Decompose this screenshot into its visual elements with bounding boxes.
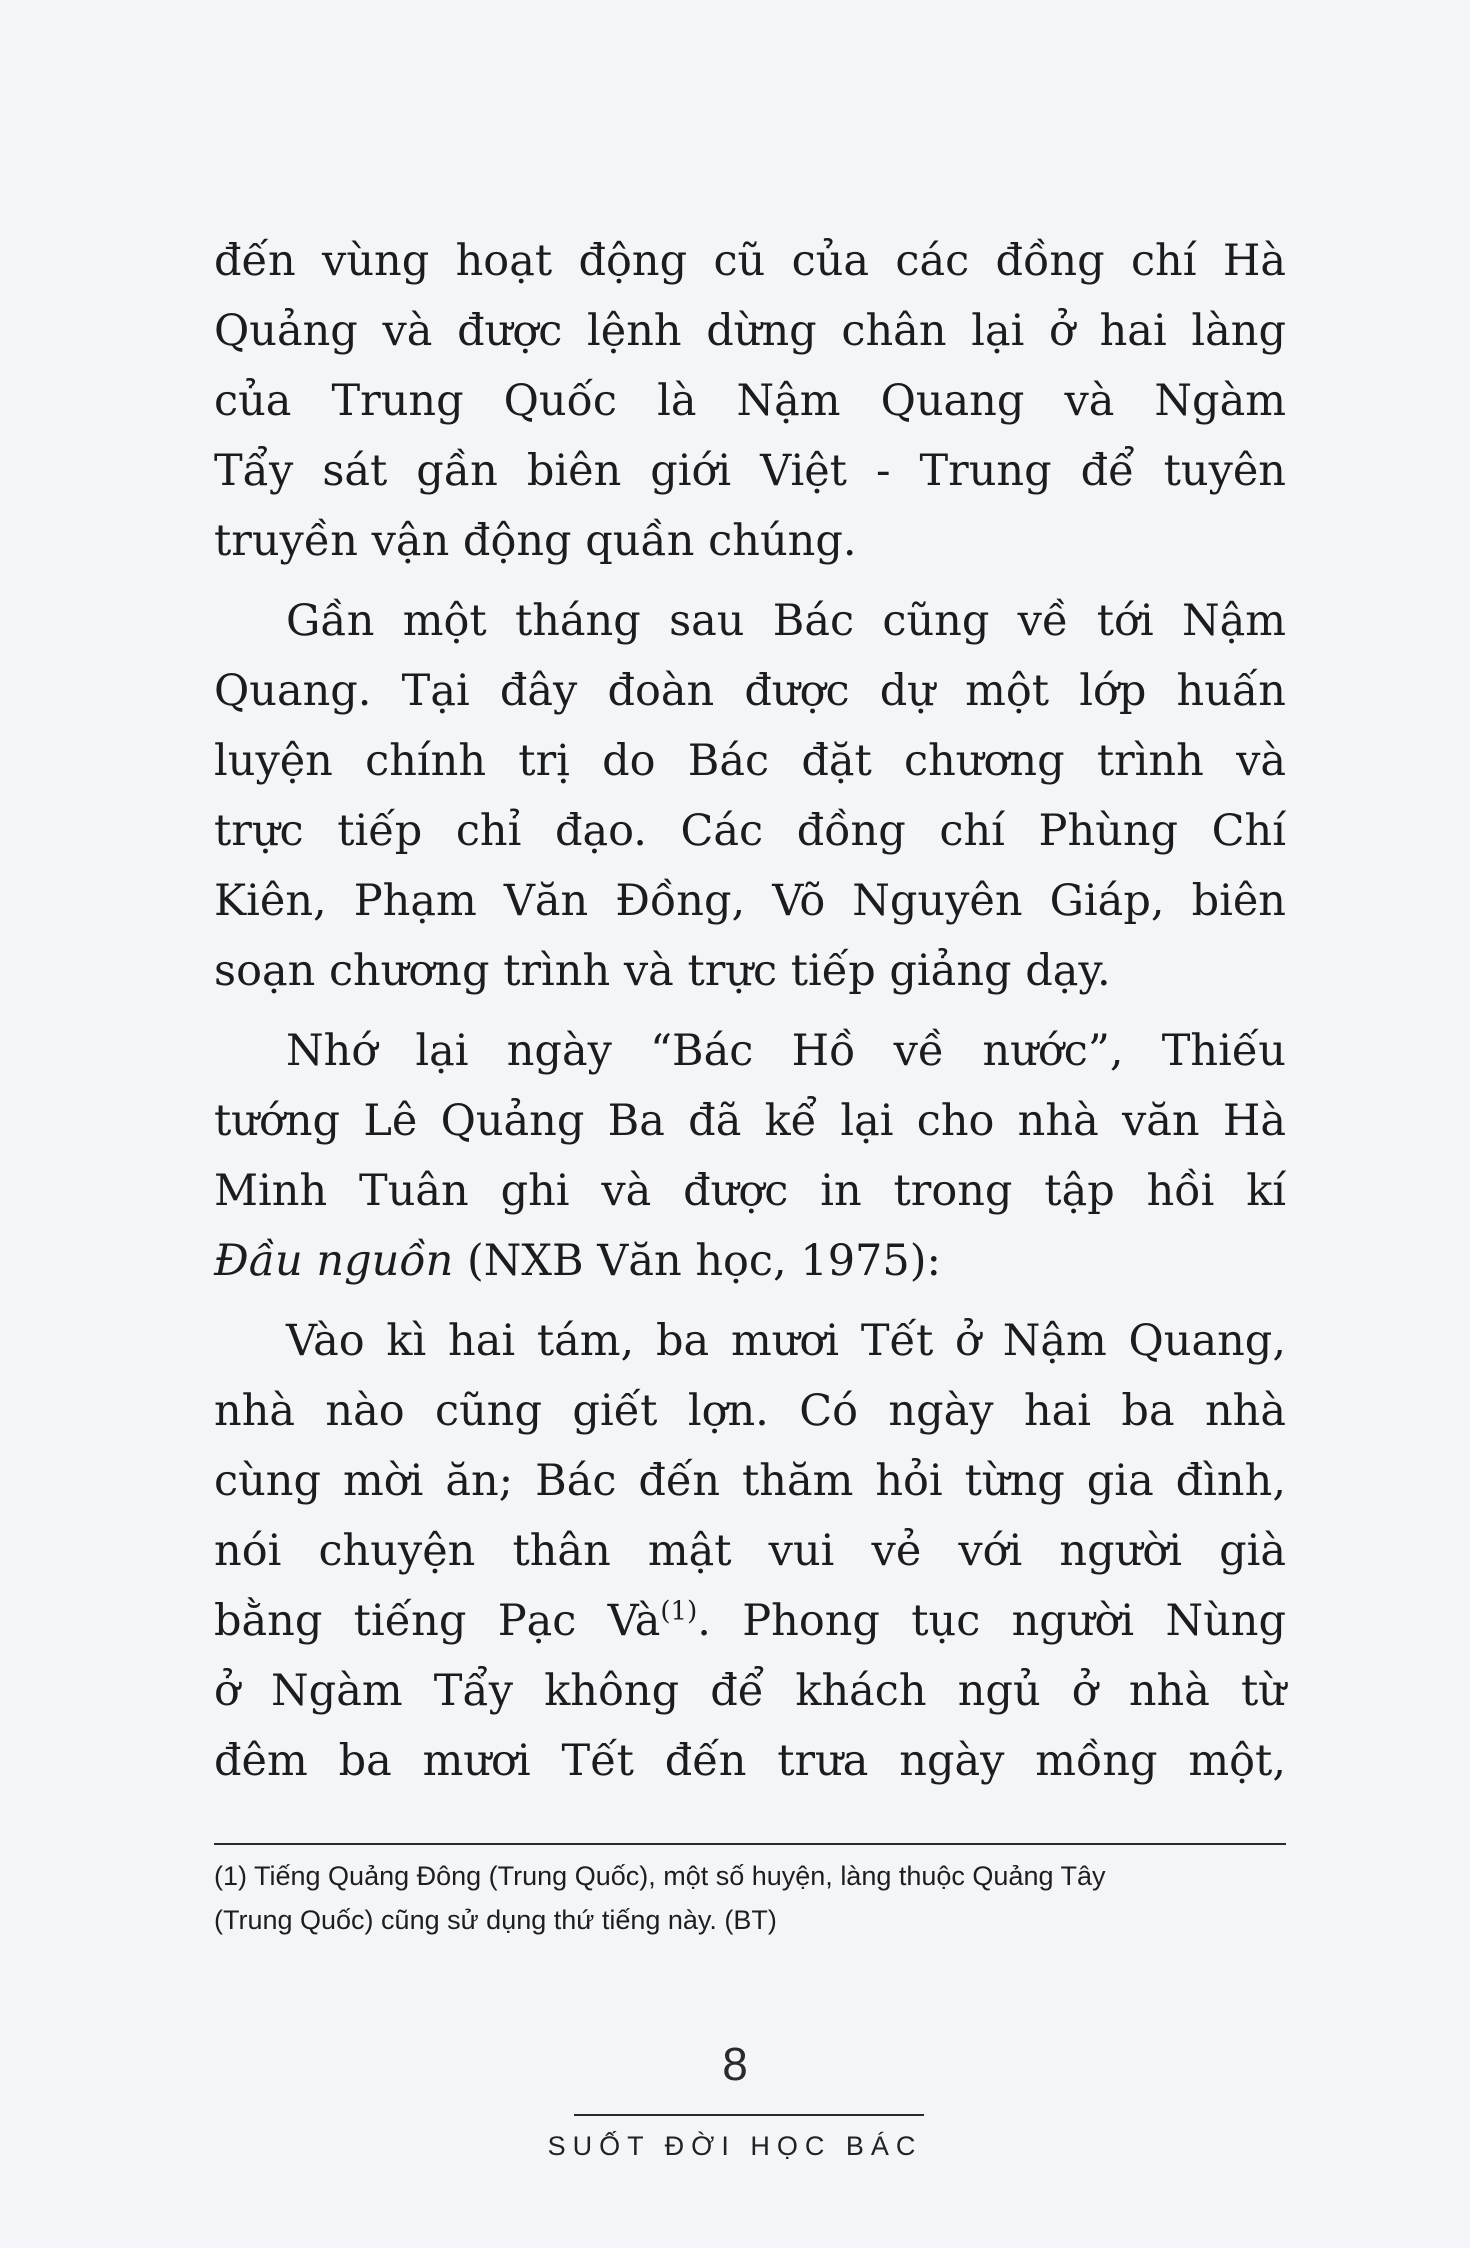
paragraph-4-quote: [214, 1306, 1286, 1796]
paragraph-1: [214, 226, 1286, 576]
paragraph-2: [214, 586, 1286, 1006]
main-text: [214, 226, 1286, 1806]
footnote-line: (1) Tiếng Quảng Đông (Trung Quốc), một số huyện, làng thuộc Quảng Tây: [214, 1861, 1106, 1891]
text-line: Kiên, Phạm Văn Đồng, Võ Nguyên Giáp, biên: [214, 876, 1286, 926]
text-line: đến vùng hoạt động cũ của các đồng chí Hà: [214, 236, 1286, 286]
text-line: truyền vận động quần chúng.: [214, 516, 857, 566]
text-line: luyện chính trị do Bác đặt chương trình và: [214, 736, 1286, 786]
text-line: Quảng và được lệnh dừng chân lại ở hai làng: [214, 306, 1286, 356]
text-line: cùng mời ăn; Bác đến thăm hỏi từng gia đình,: [214, 1456, 1286, 1506]
footnote: [214, 1854, 1286, 1942]
text-line: nhà nào cũng giết lợn. Có ngày hai ba nhà: [214, 1386, 1286, 1436]
text-line: Tẩy sát gần biên giới Việt - Trung để tuyên: [214, 446, 1286, 496]
publication-info: (NXB Văn học, 1975):: [453, 1236, 942, 1286]
footer-divider: [574, 2114, 924, 2116]
page-number: 8: [722, 2038, 748, 2090]
text-line: [214, 1226, 1286, 1296]
text-line: [214, 1586, 1286, 1656]
text-line: Gần một tháng sau Bác cũng về tới Nậm: [286, 596, 1286, 646]
text-line: nói chuyện thân mật vui vẻ với người già: [214, 1526, 1286, 1576]
text-line: trực tiếp chỉ đạo. Các đồng chí Phùng Chí: [214, 806, 1286, 856]
footnote-marker: (1): [660, 1596, 698, 1627]
text-line: Nhớ lại ngày “Bác Hồ về nước”, Thiếu: [286, 1026, 1286, 1076]
text-line: tướng Lê Quảng Ba đã kể lại cho nhà văn Hà: [214, 1096, 1286, 1146]
paragraph-3: [214, 1016, 1286, 1296]
footnote-divider: [214, 1843, 1286, 1845]
text-line: của Trung Quốc là Nậm Quang và Ngàm: [214, 376, 1286, 426]
book-title-italic: Đầu nguồn: [214, 1236, 454, 1286]
text-after-note: . Phong tục người Nùng: [697, 1596, 1286, 1646]
text-line: đêm ba mươi Tết đến trưa ngày mồng một,: [214, 1736, 1286, 1786]
text-before-note: bằng tiếng Pạc Và: [214, 1596, 661, 1646]
text-line: Vào kì hai tám, ba mươi Tết ở Nậm Quang,: [286, 1316, 1286, 1366]
running-footer-title: SUỐT ĐỜI HỌC BÁC: [547, 2131, 923, 2161]
footnote-line: (Trung Quốc) cũng sử dụng thứ tiếng này. (BT): [214, 1905, 777, 1935]
text-line: Quang. Tại đây đoàn được dự một lớp huấn: [214, 666, 1286, 716]
text-line: Minh Tuân ghi và được in trong tập hồi kí: [214, 1166, 1286, 1216]
text-line: soạn chương trình và trực tiếp giảng dạy.: [214, 946, 1111, 996]
text-line: ở Ngàm Tẩy không để khách ngủ ở nhà từ: [214, 1666, 1286, 1716]
